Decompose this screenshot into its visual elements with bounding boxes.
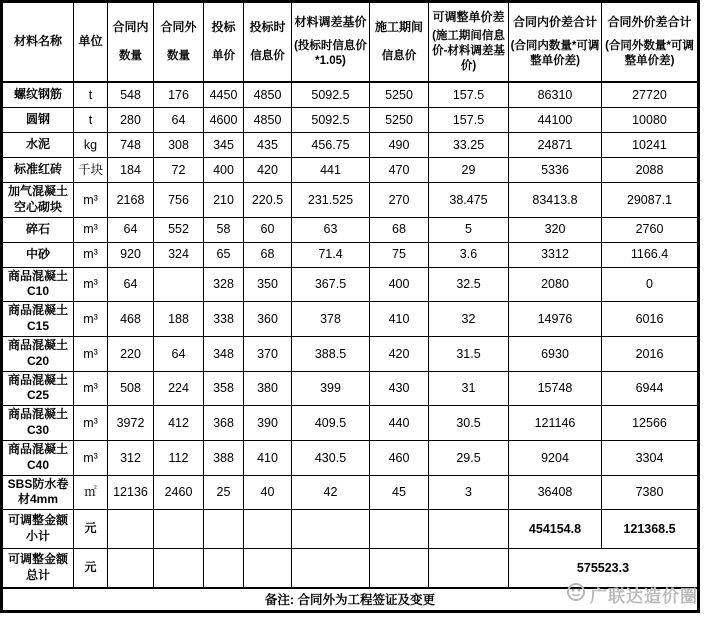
value-cell: 231.525: [292, 183, 370, 218]
empty-cell: [154, 549, 204, 589]
value-cell: 552: [154, 217, 204, 242]
table-row: [2, 336, 699, 371]
material-name-cell: 标准红砖: [2, 158, 74, 183]
value-cell: 270: [370, 183, 429, 218]
value-cell: 75: [370, 242, 429, 267]
value-cell: 25: [204, 475, 244, 510]
table-row: [2, 158, 699, 183]
value-cell: 210: [204, 183, 244, 218]
value-cell: 31.5: [429, 336, 509, 371]
value-cell: 3312: [509, 242, 602, 267]
value-cell: 2016: [602, 336, 699, 371]
table-row: [2, 133, 699, 158]
value-cell: 412: [154, 406, 204, 441]
value-cell: 63: [292, 217, 370, 242]
value-cell: 390: [244, 406, 292, 441]
value-cell: 548: [108, 82, 154, 108]
column-subtitle: 数量: [119, 50, 142, 63]
column-title: 合同外价差合计: [607, 14, 692, 29]
remark-row: [2, 588, 699, 612]
value-cell: 38.475: [429, 183, 509, 218]
table-row: [2, 371, 699, 406]
column-title: 单位: [78, 34, 103, 49]
value-cell: 24871: [509, 133, 602, 158]
value-cell: 380: [244, 371, 292, 406]
column-title: 合同外: [160, 19, 197, 34]
col-header-bid-unit-price: [204, 2, 244, 83]
subtotal-label: 可调整金额小计: [2, 510, 74, 549]
value-cell: 112: [154, 440, 204, 475]
unit-cell: m³: [74, 183, 108, 218]
value-cell: 58: [204, 217, 244, 242]
column-subtitle: (施工期间信息价-材料调差基价): [432, 30, 505, 73]
value-cell: 44100: [509, 108, 602, 133]
table-row: [2, 183, 699, 218]
unit-cell: t: [74, 82, 108, 108]
material-name-cell: 商品混凝土C40: [2, 440, 74, 475]
table-row: [2, 475, 699, 510]
col-header-contract-in-qty: [108, 2, 154, 83]
subtotal-row: [2, 510, 699, 549]
value-cell: 370: [244, 336, 292, 371]
value-cell: 220.5: [244, 183, 292, 218]
material-name-cell: 圆钢: [2, 108, 74, 133]
value-cell: 508: [108, 371, 154, 406]
value-cell: 31: [429, 371, 509, 406]
value-cell: 312: [108, 440, 154, 475]
value-cell: 400: [370, 267, 429, 302]
value-cell: 27720: [602, 82, 699, 108]
value-cell: 420: [244, 158, 292, 183]
value-cell: 345: [204, 133, 244, 158]
grand-total-row: [2, 549, 699, 589]
value-cell: 324: [154, 242, 204, 267]
value-cell: [154, 267, 204, 302]
unit-cell: ㎡: [74, 475, 108, 510]
material-name-cell: 水泥: [2, 133, 74, 158]
value-cell: 409.5: [292, 406, 370, 441]
value-cell: 71.4: [292, 242, 370, 267]
value-cell: 60: [244, 217, 292, 242]
value-cell: 320: [509, 217, 602, 242]
value-cell: 176: [154, 82, 204, 108]
unit-cell: kg: [74, 133, 108, 158]
value-cell: 220: [108, 336, 154, 371]
value-cell: 42: [292, 475, 370, 510]
remark-text: 备注: 合同外为工程签证及变更: [2, 588, 699, 612]
empty-cell: [244, 510, 292, 549]
grand-total-label: 可调整金额总计: [2, 549, 74, 589]
material-name-cell: 中砂: [2, 242, 74, 267]
unit-cell: m³: [74, 242, 108, 267]
table-row: [2, 406, 699, 441]
table-row: [2, 82, 699, 108]
value-cell: 367.5: [292, 267, 370, 302]
value-cell: 30.5: [429, 406, 509, 441]
value-cell: 399: [292, 371, 370, 406]
empty-cell: [204, 510, 244, 549]
value-cell: 7380: [602, 475, 699, 510]
material-name-cell: 商品混凝土C10: [2, 267, 74, 302]
subtotal-contract-out-value: 121368.5: [602, 510, 699, 549]
value-cell: 430.5: [292, 440, 370, 475]
value-cell: 4600: [204, 108, 244, 133]
value-cell: 121146: [509, 406, 602, 441]
value-cell: 188: [154, 302, 204, 337]
value-cell: 430: [370, 371, 429, 406]
value-cell: 3: [429, 475, 509, 510]
col-header-unit: [74, 2, 108, 83]
value-cell: 64: [154, 108, 204, 133]
value-cell: 3972: [108, 406, 154, 441]
col-header-material-name: [2, 2, 74, 83]
unit-cell: m³: [74, 406, 108, 441]
value-cell: 2088: [602, 158, 699, 183]
column-subtitle: (投标时信息价*1.05): [294, 40, 367, 68]
empty-cell: [108, 549, 154, 589]
value-cell: 3304: [602, 440, 699, 475]
header-row: [2, 2, 699, 83]
material-name-cell: 碎石: [2, 217, 74, 242]
value-cell: 338: [204, 302, 244, 337]
value-cell: 14976: [509, 302, 602, 337]
value-cell: 308: [154, 133, 204, 158]
col-header-contract-out-qty: [154, 2, 204, 83]
empty-cell: [370, 549, 429, 589]
unit-cell: m³: [74, 302, 108, 337]
empty-cell: [154, 510, 204, 549]
value-cell: 5336: [509, 158, 602, 183]
empty-cell: [204, 549, 244, 589]
value-cell: 2760: [602, 217, 699, 242]
column-subtitle: 单价: [212, 50, 235, 63]
empty-cell: [292, 510, 370, 549]
unit-cell: m³: [74, 371, 108, 406]
empty-cell: [370, 510, 429, 549]
value-cell: 64: [154, 336, 204, 371]
value-cell: 456.75: [292, 133, 370, 158]
value-cell: 410: [244, 440, 292, 475]
value-cell: 224: [154, 371, 204, 406]
value-cell: 9204: [509, 440, 602, 475]
unit-cell: m³: [74, 267, 108, 302]
value-cell: 15748: [509, 371, 602, 406]
col-header-adjust-base-price: [292, 2, 370, 83]
material-name-cell: 商品混凝土C30: [2, 406, 74, 441]
value-cell: 157.5: [429, 108, 509, 133]
value-cell: 3.6: [429, 242, 509, 267]
material-name-cell: SBS防水卷材4mm: [2, 475, 74, 510]
value-cell: 388.5: [292, 336, 370, 371]
table-row: [2, 108, 699, 133]
value-cell: 157.5: [429, 82, 509, 108]
empty-cell: [108, 510, 154, 549]
value-cell: 756: [154, 183, 204, 218]
value-cell: 4850: [244, 108, 292, 133]
value-cell: 0: [602, 267, 699, 302]
empty-cell: [429, 510, 509, 549]
empty-cell: [429, 549, 509, 589]
unit-cell: t: [74, 108, 108, 133]
table-row: [2, 242, 699, 267]
unit-cell: m³: [74, 336, 108, 371]
value-cell: 490: [370, 133, 429, 158]
value-cell: 83413.8: [509, 183, 602, 218]
table-footer: [2, 510, 699, 612]
value-cell: 10241: [602, 133, 699, 158]
value-cell: 10080: [602, 108, 699, 133]
column-title: 合同内: [112, 19, 149, 34]
col-header-bid-info-price: [244, 2, 292, 83]
value-cell: 350: [244, 267, 292, 302]
value-cell: 5250: [370, 108, 429, 133]
value-cell: 86310: [509, 82, 602, 108]
value-cell: 45: [370, 475, 429, 510]
value-cell: 29.5: [429, 440, 509, 475]
value-cell: 33.25: [429, 133, 509, 158]
value-cell: 368: [204, 406, 244, 441]
column-subtitle: (合同内数量*可调整单价差): [510, 40, 600, 68]
column-title: 合同内价差合计: [512, 14, 597, 29]
value-cell: 4850: [244, 82, 292, 108]
value-cell: 36408: [509, 475, 602, 510]
value-cell: 5092.5: [292, 108, 370, 133]
unit-cell: m³: [74, 217, 108, 242]
value-cell: 441: [292, 158, 370, 183]
value-cell: 358: [204, 371, 244, 406]
table-body: [2, 82, 699, 510]
value-cell: 5: [429, 217, 509, 242]
column-title: 投标时: [249, 19, 286, 34]
value-cell: 2460: [154, 475, 204, 510]
value-cell: 65: [204, 242, 244, 267]
value-cell: 400: [204, 158, 244, 183]
material-name-cell: 商品混凝土C20: [2, 336, 74, 371]
value-cell: 5092.5: [292, 82, 370, 108]
value-cell: 435: [244, 133, 292, 158]
table-row: [2, 267, 699, 302]
value-cell: 64: [108, 217, 154, 242]
material-name-cell: 加气混凝土空心砌块: [2, 183, 74, 218]
grand-total-value: 575523.3: [509, 549, 699, 589]
value-cell: 360: [244, 302, 292, 337]
column-title: 投标: [211, 19, 236, 34]
value-cell: 468: [108, 302, 154, 337]
empty-cell: [244, 549, 292, 589]
material-name-cell: 螺纹钢筋: [2, 82, 74, 108]
value-cell: 5250: [370, 82, 429, 108]
value-cell: 388: [204, 440, 244, 475]
value-cell: 72: [154, 158, 204, 183]
col-header-contract-in-diff-total: [509, 2, 602, 83]
value-cell: 12566: [602, 406, 699, 441]
value-cell: 410: [370, 302, 429, 337]
value-cell: 378: [292, 302, 370, 337]
value-cell: 280: [108, 108, 154, 133]
material-name-cell: 商品混凝土C15: [2, 302, 74, 337]
value-cell: 470: [370, 158, 429, 183]
value-cell: 420: [370, 336, 429, 371]
value-cell: 4450: [204, 82, 244, 108]
value-cell: 1166.4: [602, 242, 699, 267]
value-cell: 6930: [509, 336, 602, 371]
value-cell: 12136: [108, 475, 154, 510]
grand-total-unit: 元: [74, 549, 108, 589]
value-cell: 40: [244, 475, 292, 510]
unit-cell: m³: [74, 440, 108, 475]
subtotal-unit: 元: [74, 510, 108, 549]
value-cell: 328: [204, 267, 244, 302]
value-cell: 920: [108, 242, 154, 267]
col-header-adjustable-price-diff: [429, 2, 509, 83]
value-cell: 748: [108, 133, 154, 158]
column-subtitle: 数量: [167, 50, 190, 63]
value-cell: 68: [244, 242, 292, 267]
empty-cell: [292, 549, 370, 589]
table-row: [2, 440, 699, 475]
unit-cell: 千块: [74, 158, 108, 183]
column-title: 可调整单价差: [432, 9, 505, 24]
value-cell: 29087.1: [602, 183, 699, 218]
value-cell: 460: [370, 440, 429, 475]
material-name-cell: 商品混凝土C25: [2, 371, 74, 406]
table-row: [2, 302, 699, 337]
col-header-contract-out-diff-total: [602, 2, 699, 83]
value-cell: 6016: [602, 302, 699, 337]
value-cell: 348: [204, 336, 244, 371]
column-title: 材料名称: [13, 34, 62, 49]
value-cell: 64: [108, 267, 154, 302]
value-cell: 32.5: [429, 267, 509, 302]
column-subtitle: (合同外数量*可调整单价差): [605, 40, 694, 68]
col-header-construction-info-price: [370, 2, 429, 83]
value-cell: 68: [370, 217, 429, 242]
column-title: 材料调差基价: [294, 14, 367, 29]
value-cell: 32: [429, 302, 509, 337]
column-subtitle: 信息价: [250, 50, 285, 63]
value-cell: 184: [108, 158, 154, 183]
column-subtitle: 信息价: [381, 50, 417, 63]
subtotal-contract-in-value: 454154.8: [509, 510, 602, 549]
watermark-text: 广联达造价圈: [590, 587, 698, 606]
column-title: 施工期间: [374, 19, 423, 34]
value-cell: 2080: [509, 267, 602, 302]
table-row: [2, 217, 699, 242]
value-cell: 440: [370, 406, 429, 441]
value-cell: 6944: [602, 371, 699, 406]
value-cell: 29: [429, 158, 509, 183]
value-cell: 2168: [108, 183, 154, 218]
